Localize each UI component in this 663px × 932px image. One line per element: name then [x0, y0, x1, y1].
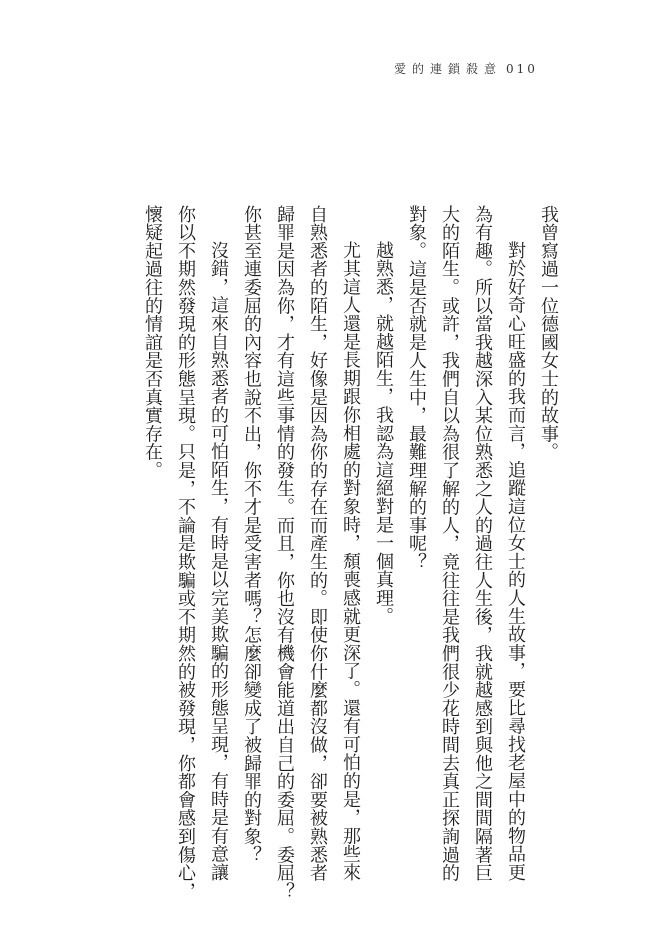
text-column: 你甚至連委屈的內容也說不出，你不才是受害者嗎？怎麼卻變成了被歸罪的對象？ [241, 205, 262, 864]
running-header-title: 愛的連鎖殺意 [394, 62, 503, 76]
text-column: 懷疑起過往的情誼是否真實存在。 [142, 205, 163, 480]
text-column: 尤其這人還是長期跟你相處的對象時，頹喪感就更深了。還有可怕的是，那些來 [340, 241, 361, 882]
page-number: 010 [506, 62, 538, 76]
text-column: 自熟悉者的陌生，好像是因為你的存在而產生的。即使你什麼都沒做，卻要被熟悉者 [307, 205, 328, 883]
text-column: 為有趣。所以當我越深入某位熟悉之人的過往人生後，我就越感到與他之間間隔著巨 [472, 205, 493, 883]
running-header [394, 60, 564, 78]
text-column: 歸罪是因為你，才有這些事情的發生。而且，你也沒有機會能道出自己的委屈。委屈？ [274, 205, 295, 901]
text-column: 我曾寫過一位德國女士的故事。 [538, 205, 559, 462]
text-column: 對於好奇心旺盛的我而言，追蹤這位女士的人生故事，要比尋找老屋中的物品更 [505, 241, 526, 882]
text-column: 你以不期然發現的形態呈現。只是，不論是欺騙或不期然的被發現，你都會感到傷心， [175, 205, 196, 901]
text-column: 越熟悉，就越陌生，我認為這絕對是一個真理。 [373, 241, 394, 626]
text-column: 沒錯，這來自熟悉者的可怕陌生，有時是以完美欺騙的形態呈現，有時是有意讓 [208, 241, 229, 882]
text-column: 對象。這是否就是人生中，最難理解的事呢？ [406, 205, 427, 571]
text-column: 大的陌生。或許，我們自以為很了解的人，竟往往是我們很少花時間去真正探詢過的 [439, 205, 460, 883]
